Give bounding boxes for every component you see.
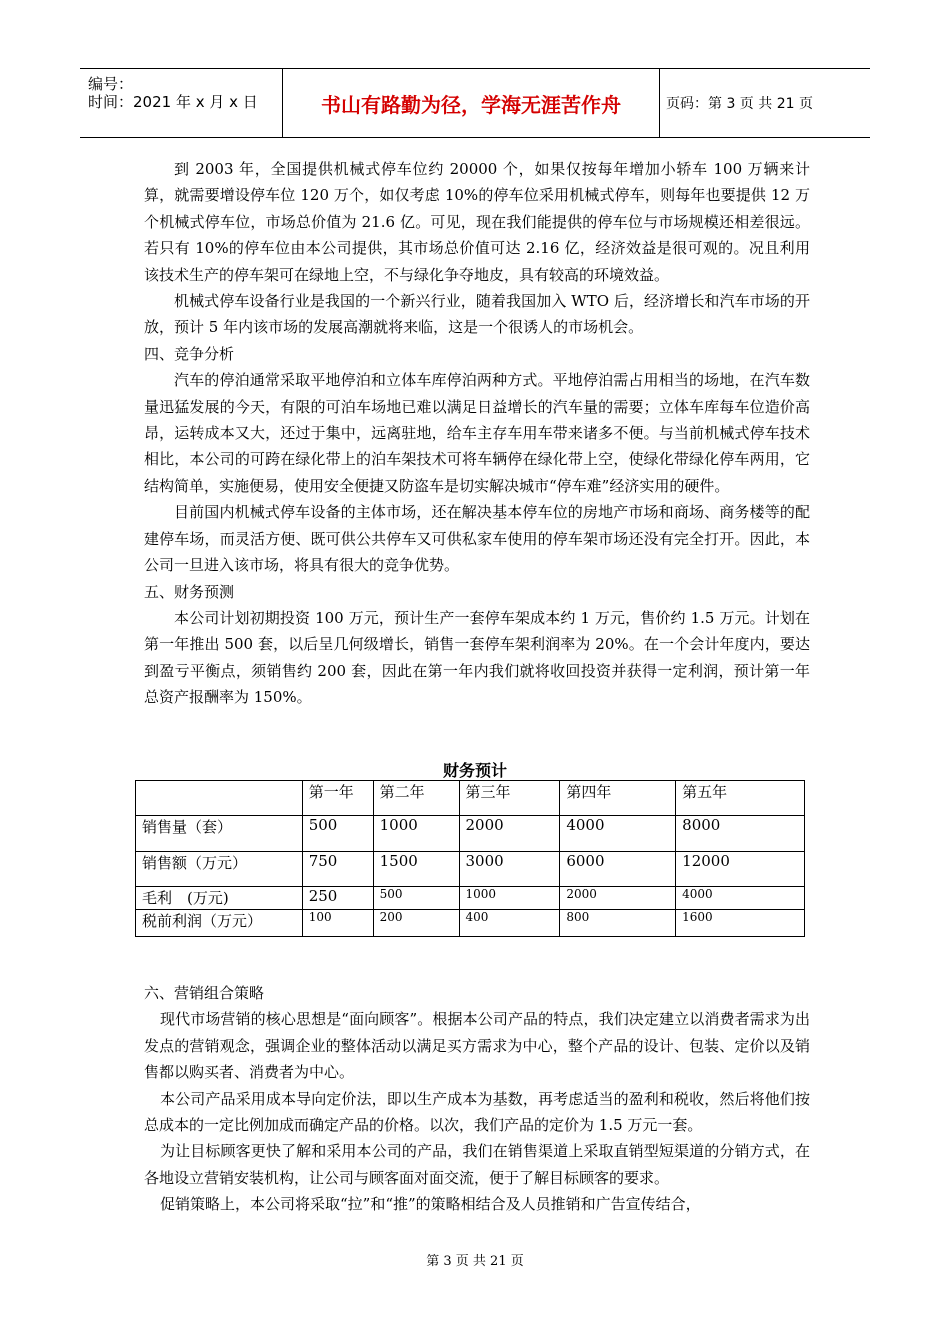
table-cell: 1000	[373, 816, 459, 852]
table-cell: 500	[373, 887, 459, 910]
table-header-cell: 第二年	[373, 781, 459, 816]
paragraph-marketing-4: 促销策略上，本公司将采取“拉”和“推”的策略相结合及人员推销和广告宣传结合，	[160, 1195, 701, 1214]
table-cell: 4000	[560, 816, 676, 852]
table-header-row	[136, 781, 805, 816]
page-footer: 第 3 页 共 21 页	[426, 1254, 524, 1269]
body-section-2	[144, 980, 810, 1218]
table-cell: 8000	[676, 816, 805, 852]
table-cell: 1500	[373, 852, 459, 887]
header-motto: 书山有路勤为径，学海无涯苦作舟	[283, 69, 660, 137]
paragraph-competition-2: 目前国内机械式停车设备的主体市场，还在解决基本停车位的房地产市场和商场、商务楼等的配建停车场，而灵活方便、既可供公共停车又可供私家车使用的停车架市场还没有完全打开。因此，本公司一旦进入该市场，将具有很大的竞争优势。	[144, 503, 810, 575]
table-row	[136, 910, 805, 937]
paragraph-marketing-2: 本公司产品采用成本导向定价法，即以生产成本为基数，再考虑适当的盈利和税收，然后将他们按总成本的一定比例加成而确定产品的价格。以次，我们产品的定价为 1.5 万元一套。	[144, 1089, 810, 1135]
header-page-info: 页码：第 3 页 共 21 页	[666, 96, 813, 112]
table-cell: 6000	[560, 852, 676, 887]
table-cell: 800	[560, 910, 676, 937]
table-header-cell	[136, 781, 303, 816]
table-cell: 12000	[676, 852, 805, 887]
table-cell: 200	[373, 910, 459, 937]
table-cell: 1600	[676, 910, 805, 937]
body-section-1	[144, 156, 810, 711]
table-cell: 销售量（套）	[136, 816, 303, 852]
paragraph-competition-1: 汽车的停泊通常采取平地停泊和立体车库停泊两种方式。平地停泊需占用相当的场地，在汽车数量迅猛发展的今天，有限的可泊车场地已难以满足日益增长的汽车量的需要；立体车库每车位造价高昂，运转成本又大，还过于集中，远离驻地，给车主存车用车带来诸多不便。与当前机械式停车技术相比，本公司的可跨在绿化带上的泊车架技术可将车辆停在绿化带上空，使绿化带绿化停车两用，它结构简单，实施便易，使用安全便捷又防盗车是切实解决城市“停车难”经济实用的硬件。	[144, 371, 810, 495]
table-row	[136, 887, 805, 910]
table-cell: 100	[302, 910, 373, 937]
heading-competition: 四、竞争分析	[144, 344, 235, 363]
table-header-cell: 第三年	[459, 781, 560, 816]
paragraph-finance: 本公司计划初期投资 100 万元，预计生产一套停车架成本约 1 万元，售价约 1.5 万元。计划在第一年推出 500 套，以后呈几何级增长，销售一套停车架利润率为 20%。在一个会计年度内，要达到盈亏平衡点，须销售约 200 套，因此在第一年内我们就将收回投资并获得一定利润，预计第一年总资产报酬率为 150%。	[144, 608, 810, 707]
table-header-cell: 第五年	[676, 781, 805, 816]
paragraph-marketing-1: 现代市场营销的核心思想是“面向顾客”。根据本公司产品的特点，我们决定建立以消费者需求为出发点的营销观念，强调企业的整体活动以满足买方需求为中心，整个产品的设计、包装、定价以及销售都以购买者、消费者为中心。	[144, 1010, 810, 1082]
page-header	[80, 68, 870, 138]
table-cell: 2000	[560, 887, 676, 910]
table-title: 财务预计	[442, 761, 507, 780]
paragraph-industry: 机械式停车设备行业是我国的一个新兴行业，随着我国加入 WTO 后，经济增长和汽车市场的开放，预计 5 年内该市场的发展高潮就将来临，这是一个很诱人的市场机会。	[144, 292, 810, 337]
table-cell: 750	[302, 852, 373, 887]
table-header-cell: 第一年	[302, 781, 373, 816]
financial-forecast-table	[135, 780, 805, 937]
table-cell: 2000	[459, 816, 560, 852]
table-cell: 3000	[459, 852, 560, 887]
paragraph-marketing-3: 为让目标顾客更快了解和采用本公司的产品，我们在销售渠道上采取直销型短渠道的分销方式，在各地设立营销安装机构，让公司与顾客面对面交流，便于了解目标顾客的要求。	[144, 1142, 810, 1187]
table-cell: 400	[459, 910, 560, 937]
document-number-label: 编号：	[88, 75, 134, 93]
heading-marketing: 六、营销组合策略	[144, 984, 265, 1002]
table-cell: 4000	[676, 887, 805, 910]
table-row	[136, 852, 805, 887]
document-date: 时间：2021 年 x 月 x 日	[88, 93, 258, 111]
heading-finance: 五、财务预测	[144, 582, 235, 601]
table-cell: 250	[302, 887, 373, 910]
paragraph-market-size: 到 2003 年，全国提供机械式停车位约 20000 个，如果仅按每年增加小轿车 100 万辆来计算，就需要增设停车位 120 万个，如仅考虑 10%的停车位采用机械式停车，则每年也要提供 12 万个机械式停车位，市场总价值为 21.6 亿。可见，现在我们能提供的停车位与市场规模还相差很远。若只有 10%的停车位由本公司提供，其市场总价值可达 2.16 亿，经济效益是很可观的。况且利用该技术生产的停车架可在绿地上空，不与绿化争夺地皮，具有较高的环境效益。	[144, 160, 810, 284]
table-cell: 毛利 (万元)	[136, 887, 303, 910]
table-cell: 销售额（万元）	[136, 852, 303, 887]
table-cell: 税前利润（万元）	[136, 910, 303, 937]
table-row	[136, 816, 805, 852]
table-header-cell: 第四年	[560, 781, 676, 816]
table-cell: 500	[302, 816, 373, 852]
header-meta	[80, 69, 283, 137]
table-cell: 1000	[459, 887, 560, 910]
